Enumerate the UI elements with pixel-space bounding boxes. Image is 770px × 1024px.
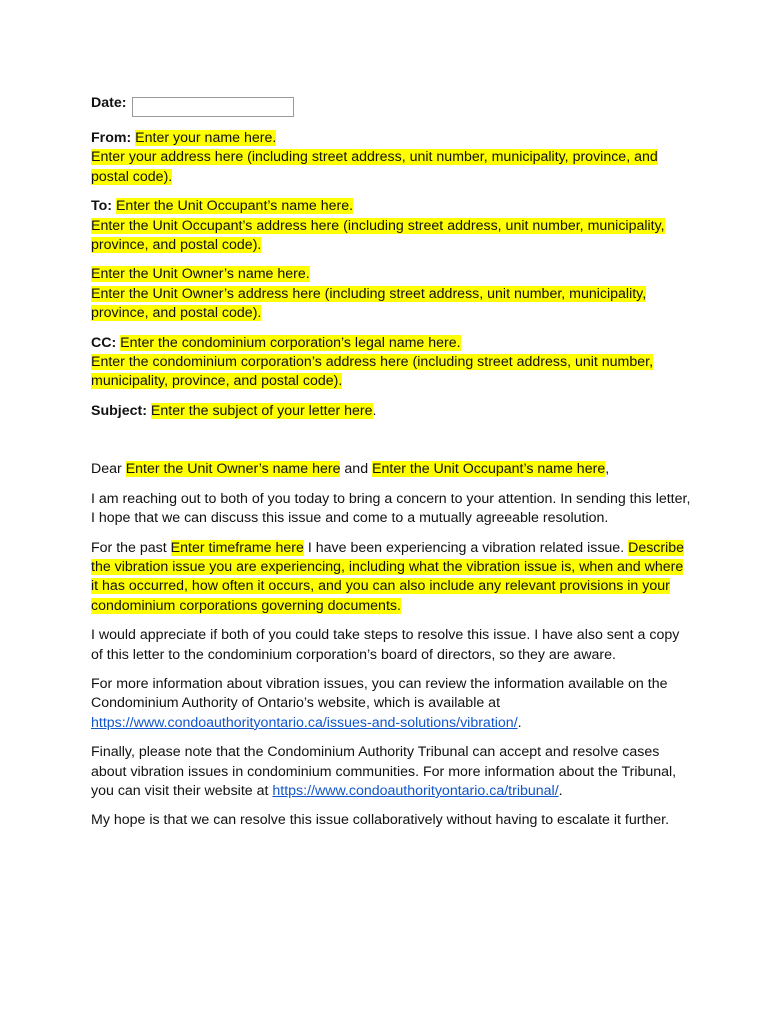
owner-block — [91, 265, 691, 323]
timeframe-placeholder[interactable]: Enter timeframe here — [170, 539, 304, 556]
to-address-placeholder[interactable]: Enter the Unit Occupant’s address here (including street address, unit number, municipality, province, and postal code). — [91, 217, 665, 254]
to-name-placeholder[interactable]: Enter the Unit Occupant’s name here. — [115, 198, 354, 215]
salutation-comma: , — [605, 461, 610, 478]
from-label: From: — [91, 130, 132, 146]
paragraph-tribunal — [91, 743, 691, 801]
from-name-placeholder[interactable]: Enter your name here. — [135, 130, 277, 146]
tribunal-period: . — [558, 782, 563, 799]
cc-label: CC: — [91, 334, 117, 351]
salutation-dear: Dear — [91, 461, 126, 478]
paragraph-closing: My hope is that we can resolve this issue collaboratively without having to escalate it further. — [91, 812, 670, 829]
date-input[interactable] — [132, 97, 294, 117]
to-block — [91, 197, 691, 255]
cc-block — [91, 334, 691, 392]
letter-body — [91, 94, 691, 831]
owner-name-placeholder[interactable]: Enter the Unit Owner’s name here. — [91, 266, 310, 283]
paragraph-info — [91, 675, 691, 733]
paragraph-intro: I am reaching out to both of you today to bring a concern to your attention. In sending this letter, I hope that we can discuss this issue and come to a mutually agreeable resolution. — [91, 490, 691, 527]
subject-period: . — [372, 402, 377, 419]
from-address-placeholder[interactable]: Enter your address here (including street address, unit number, municipality, province, and postal code). — [91, 149, 658, 185]
vibration-link[interactable]: https://www.condoauthorityontario.ca/issues-and-solutions/vibration/ — [91, 714, 518, 731]
salutation-and: and — [340, 461, 373, 478]
subject-label: Subject: — [91, 402, 147, 419]
issue-mid: I have been experiencing a vibration related issue. — [303, 539, 629, 556]
date-label: Date: — [91, 95, 127, 111]
cc-address-placeholder[interactable]: Enter the condominium corporation’s address here (including street address, unit number, municipality, province, and postal code). — [91, 354, 654, 390]
issue-start: For the past — [91, 539, 171, 556]
subject-line — [91, 402, 691, 421]
salutation — [91, 460, 691, 479]
issue-description-placeholder[interactable]: Describe the vibration issue you are experiencing, including what the vibration issue is, when and where it has occurred, how often it occurs, and you can also include any relevant provisions in your condominium corporations governing documents. — [91, 539, 685, 614]
owner-address-placeholder[interactable]: Enter the Unit Owner’s address here (including street address, unit number, municipality, province, and postal code). — [91, 285, 647, 322]
paragraph-issue — [91, 539, 691, 617]
to-label: To: — [91, 198, 113, 215]
paragraph-request: I would appreciate if both of you could take steps to resolve this issue. I have also sent a copy of this letter to the condominium corporation’s board of directors, so they are aware. — [91, 627, 680, 663]
info-period: . — [517, 714, 522, 731]
salutation-owner-placeholder[interactable]: Enter the Unit Owner’s name here — [125, 461, 341, 478]
from-block — [91, 129, 691, 187]
tribunal-link[interactable]: https://www.condoauthorityontario.ca/tribunal/ — [272, 782, 559, 799]
cc-name-placeholder[interactable]: Enter the condominium corporation’s legal name here. — [120, 334, 461, 351]
tribunal-text: Finally, please note that the Condominium Authority Tribunal can accept and resolve cases about vibration issues in condominium communities. For more information about the Tribunal, you can visit their website at — [91, 744, 677, 799]
date-row — [91, 94, 691, 118]
subject-placeholder[interactable]: Enter the subject of your letter here — [150, 402, 373, 419]
info-text: For more information about vibration issues, you can review the information available on the Condominium Authority of Ontario’s website, which is available at — [91, 675, 668, 712]
salutation-occupant-placeholder[interactable]: Enter the Unit Occupant’s name here — [372, 461, 606, 478]
